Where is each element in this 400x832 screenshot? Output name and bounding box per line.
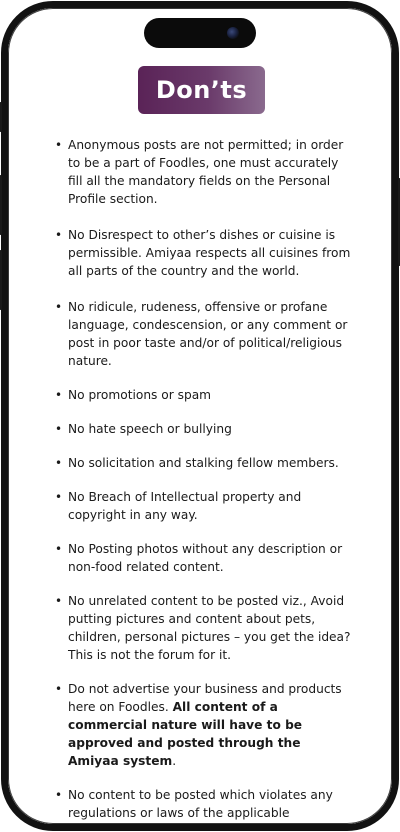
title-badge	[138, 66, 265, 114]
rule-text: No Breach of Intellectual property and copyright in any way.	[68, 490, 302, 522]
bullet: •	[55, 422, 63, 436]
bullet: •	[55, 456, 63, 470]
donts-list	[55, 136, 355, 831]
bullet: •	[55, 388, 63, 402]
bullet: •	[55, 682, 63, 696]
list-item	[55, 488, 355, 524]
list-item	[55, 540, 355, 576]
list-item	[55, 226, 355, 280]
page-title: Don’ts	[155, 76, 248, 104]
volume-up-button	[0, 175, 2, 235]
rule-text: No content to be posted which violates any regulations or laws of the applicable region/country.	[68, 788, 333, 831]
rule-text: No ridicule, rudeness, offensive or profane language, condescension, or any comment or post in poor taste and/or of political/religious nature.	[68, 300, 348, 368]
bullet: •	[55, 490, 63, 504]
rule-text: No hate speech or bullying	[68, 422, 232, 436]
rule-text: No solicitation and stalking fellow members.	[68, 456, 339, 470]
rule-text: No unrelated content to be posted viz., Avoid putting pictures and content about pets, children, personal pictures – you get the idea? This is not the forum for it.	[68, 594, 351, 662]
rule-text: No Posting photos without any description or non-food related content.	[68, 542, 343, 574]
bullet: •	[55, 594, 63, 608]
rule-text-plain: Do not advertise your business and products here on Foodles.	[68, 682, 342, 714]
rule-text-end: .	[172, 754, 177, 768]
action-button	[0, 102, 2, 132]
list-item	[55, 592, 355, 664]
screen	[8, 8, 392, 831]
front-camera-icon	[227, 27, 239, 39]
bullet: •	[55, 788, 63, 802]
list-item	[55, 454, 355, 472]
list-item	[55, 420, 355, 438]
bullet: •	[55, 138, 63, 152]
rule-text: No promotions or spam	[68, 388, 212, 402]
rule-text: Anonymous posts are not permitted; in order to be a part of Foodles, one must accurately fill all the mandatory fields on the Personal Profile section.	[68, 138, 344, 206]
rule-text-bold: All content of a commercial nature will have to be approved and posted through the Amiyaa system	[68, 700, 303, 768]
list-item	[55, 136, 355, 208]
list-item	[55, 680, 355, 770]
rule-text	[68, 682, 342, 768]
bullet: •	[55, 228, 63, 242]
bullet: •	[55, 300, 63, 314]
list-item	[55, 298, 355, 370]
dynamic-island	[144, 18, 256, 48]
bullet: •	[55, 542, 63, 556]
volume-down-button	[0, 250, 2, 310]
rule-text: No Disrespect to other’s dishes or cuisine is permissible. Amiyaa respects all cuisines from all parts of the country and the world.	[68, 228, 351, 278]
list-item	[55, 786, 355, 831]
phone-frame	[1, 1, 399, 831]
list-item	[55, 386, 355, 404]
